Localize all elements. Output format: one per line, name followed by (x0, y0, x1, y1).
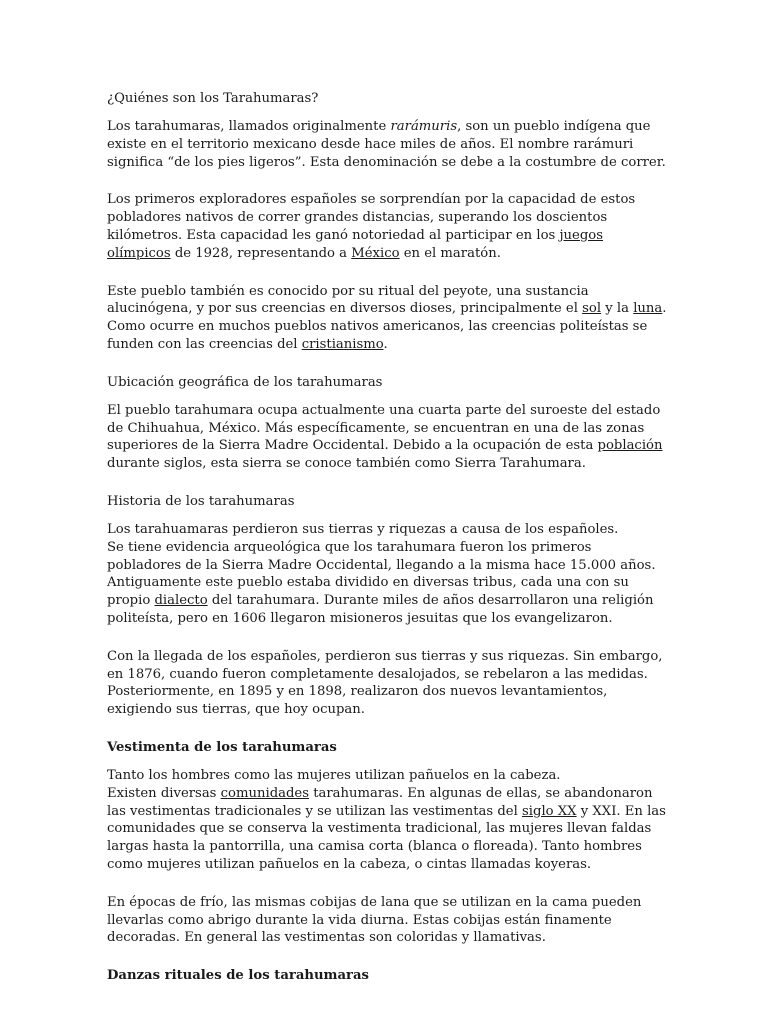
link-poblacion[interactable]: población (597, 438, 663, 454)
paragraph-intro: Los tarahumaras, llamados originalmente rarámuris, son un pueblo indígena que existe en el territorio mexicano desde hace miles de años. El nombre rarámuri significa “de los pies ligeros”. Esta denominación se debe a la costumbre de correr. (107, 119, 666, 170)
paragraph-vestimenta-2: En épocas de frío, las mismas cobijas de lana que se utilizan en la cama pueden llevarlas como abrigo durante la vida diurna. Estas cobijas están finamente decoradas. En general las vestimentas son coloridas y llamativas. (107, 894, 642, 946)
paragraph-exploradores: Los primeros exploradores españoles se sorprendían por la capacidad de estos pobladores nativos de correr grandes distancias, superando los doscientos kilómetros. Esta capacidad les ganó notoriedad al participar en los juegos olímpicos de 1928, representando a México en el maratón. (107, 192, 636, 261)
link-siglo-xx[interactable]: siglo XX (522, 803, 577, 819)
paragraph-historia-1: Los tarahuamaras perdieron sus tierras y riquezas a causa de los españoles. Se tiene evidencia arqueológica que los tarahumara fueron los primeros pobladores de la Sierra Madre Occidental, llegando a la misma hace 15.000 años. Antiguamente este pueblo estaba dividido en diversas tribus, cada una con su propio dialecto del tarahumara. Durante miles de años desarrollaron una religión politeísta, pero en 1606 llegaron misioneros jesuitas que los evangelizaron. (107, 521, 656, 626)
heading-vestimenta: Vestimenta de los tarahumaras (107, 739, 337, 755)
heading-quienes: ¿Quiénes son los Tarahumaras? (107, 91, 319, 106)
paragraph-peyote: Este pueblo también es conocido por su ritual del peyote, una sustancia alucinógena, y por sus creencias en diversos dioses, principalmente el sol y la luna. Como ocurre en muchos pueblos nativos americanos, las creencias politeístas se funden con las creencias del cristianismo. (107, 283, 667, 352)
link-luna[interactable]: luna (633, 301, 663, 317)
link-juegos-olimpicos[interactable]: juegos olímpicos (107, 227, 604, 261)
heading-historia: Historia de los tarahumaras (107, 493, 295, 509)
heading-danzas: Danzas rituales de los tarahumaras (107, 968, 369, 984)
heading-ubicacion: Ubicación geográfica de los tarahumaras (107, 374, 383, 390)
paragraph-ubicacion: El pueblo tarahumara ocupa actualmente una cuarta parte del suroeste del estado de Chihuahua, México. Más específicamente, se encuentran en una de las zonas superiores de la Sierra Madre Occidental. Debido a la ocupación de esta población durante siglos, esta sierra se conoce también como Sierra Tarahumara. (107, 402, 663, 472)
link-comunidades[interactable]: comunidades (220, 785, 310, 801)
link-cristianismo[interactable]: cristianismo (301, 336, 384, 352)
link-dialecto[interactable]: dialecto (154, 593, 208, 609)
paragraph-vestimenta-1: Tanto los hombres como las mujeres utilizan pañuelos en la cabeza. Existen diversas comunidades tarahumaras. En algunas de ellas, se abandonaron las vestimentas tradicionales y se utilizan las vestimentas del siglo XX y XXI. En las comunidades que se conserva la vestimenta tradicional, las mujeres llevan faldas largas hasta la pantorrilla, una camisa corta (blanca o floreada). Tanto hombres como mujeres utilizan pañuelos en la cabeza, o cintas llamadas koyeras. (107, 767, 666, 872)
link-sol[interactable]: sol (582, 301, 602, 317)
paragraph-historia-2: Con la llegada de los españoles, perdieron sus tierras y sus riquezas. Sin embargo, en 1876, cuando fueron completamente desalojados, se rebelaron a las medidas. Posteriormente, en 1895 y en 1898, realizaron dos nuevos levantamientos, exigiendo sus tierras, que hoy ocupan. (107, 648, 663, 718)
link-mexico[interactable]: México (351, 245, 400, 261)
term-raramuris: rarámuris (390, 119, 458, 134)
